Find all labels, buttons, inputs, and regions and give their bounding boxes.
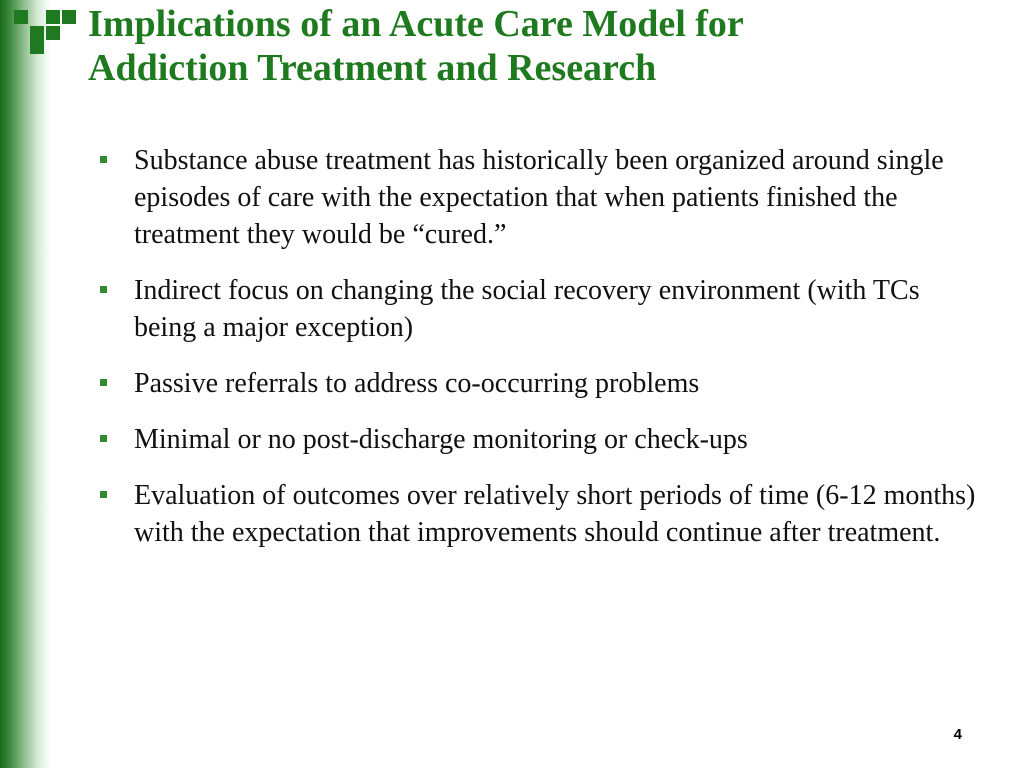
bullet-item-4 xyxy=(96,421,976,458)
slide-title xyxy=(88,2,1008,90)
bullet-text-2: Indirect focus on changing the social recovery environment (with TCs being a major exception) xyxy=(134,275,920,343)
bullet-text-3: Passive referrals to address co-occurring problems xyxy=(134,368,700,399)
bullet-item-5 xyxy=(96,477,976,551)
square-bullet-icon xyxy=(100,379,107,386)
page-number: 4 xyxy=(953,726,962,743)
square-bullet-icon xyxy=(100,286,107,293)
bullet-text-5: Evaluation of outcomes over relatively short periods of time (6-12 months) with the expectation that improvements should continue after treatment. xyxy=(134,480,976,548)
bullet-text-4: Minimal or no post-discharge monitoring or check-ups xyxy=(134,424,748,455)
square-bullet-icon xyxy=(100,435,107,442)
slide-title-line-2: Addiction Treatment and Research xyxy=(88,47,657,89)
checker-logo-icon xyxy=(0,0,90,70)
bullet-text-1: Substance abuse treatment has historically been organized around single episodes of care with the expectation that when patients finished the treatment they would be “cured.” xyxy=(134,145,944,250)
bullet-item-2 xyxy=(96,272,976,346)
bullet-list xyxy=(96,142,976,570)
bullet-item-3 xyxy=(96,365,976,402)
square-bullet-icon xyxy=(100,156,107,163)
side-gradient-bar xyxy=(0,0,50,768)
square-bullet-icon xyxy=(100,491,107,498)
slide-title-line-1: Implications of an Acute Care Model for xyxy=(88,3,744,45)
bullet-item-1 xyxy=(96,142,976,253)
